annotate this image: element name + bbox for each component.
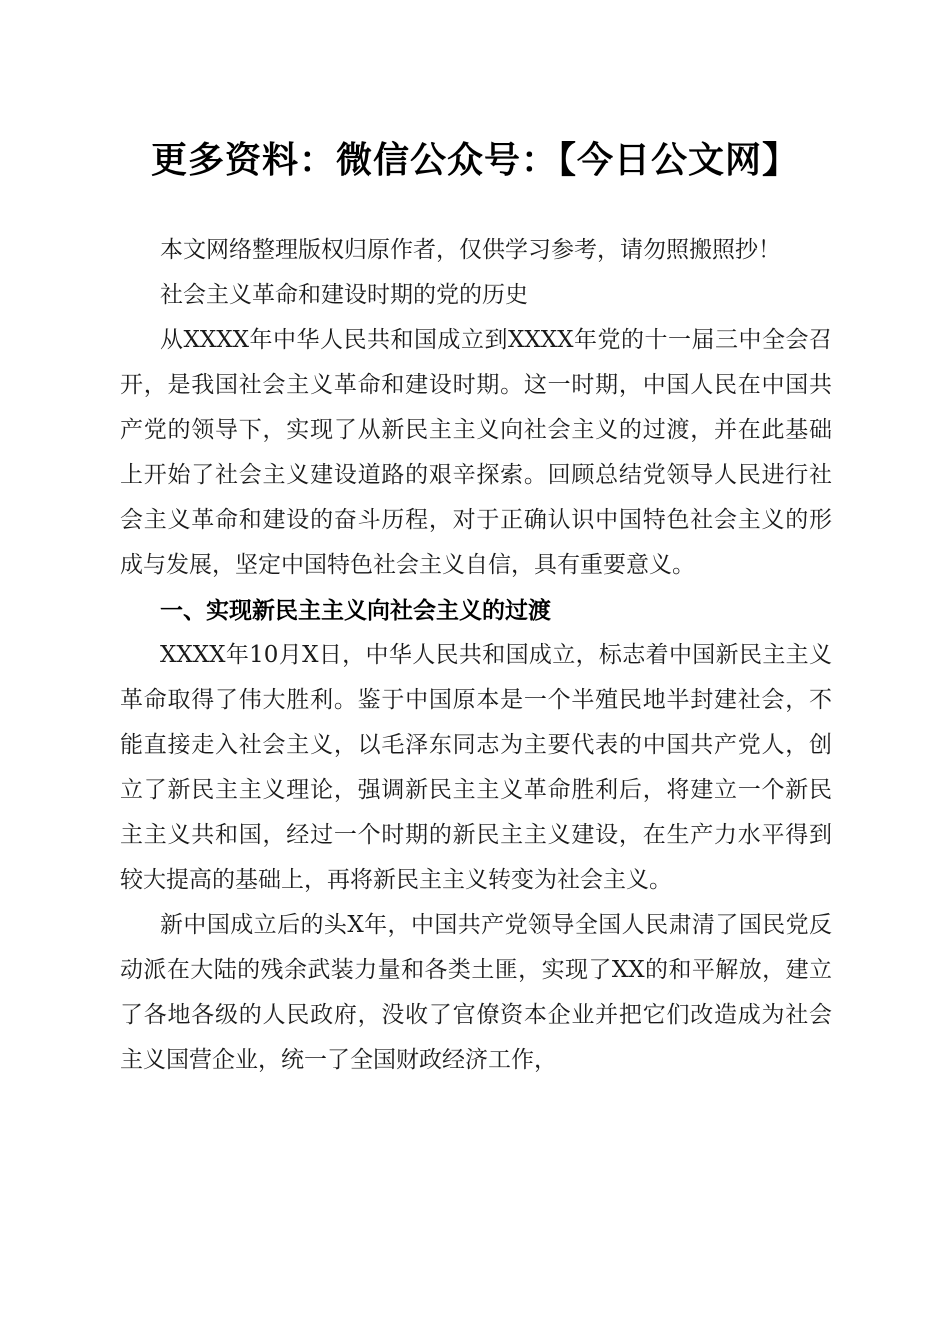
intro-paragraph: 从XXXX年中华人民共和国成立到XXXX年党的十一届三中全会召开，是我国社会主义革命和建设时期。这一时期，中国人民在中国共产党的领导下，实现了从新民主主义向社会主义的过渡，并在此基础上开始了社会主义建设道路的艰辛探索。回顾总结党领导人民进行社会主义革命和建设的奋斗历程，对于正确认识中国特色社会主义的形成与发展，坚定中国特色社会主义自信，具有重要意义。: [120, 327, 832, 578]
copyright-notice: 本文网络整理版权归原作者，仅供学习参考，请勿照搬照抄！: [160, 237, 781, 263]
body-paragraph: 新中国成立后的头X年，中国共产党领导全国人民肃清了国民党反动派在大陆的残余武装力量和各类土匪，实现了XX的和平解放，建立了各地各级的人民政府，没收了官僚资本企业并把它们改造成为社会主义国营企业，统一了全国财政经济工作，: [120, 912, 832, 1073]
document-title: 社会主义革命和建设时期的党的历史: [160, 282, 528, 308]
body-paragraph: XXXX年10月X日，中华人民共和国成立，标志着中国新民主主义革命取得了伟大胜利。鉴于中国原本是一个半殖民地半封建社会，不能直接走入社会主义，以毛泽东同志为主要代表的中国共产党人，创立了新民主主义理论，强调新民主主义革命胜利后，将建立一个新民主主义共和国，经过一个时期的新民主主义建设，在生产力水平得到较大提高的基础上，再将新民主主义转变为社会主义。: [120, 642, 832, 893]
document-body: [120, 228, 832, 1083]
section-heading: 一、实现新民主主义向社会主义的过渡: [160, 597, 551, 624]
header-title: 更多资料：微信公众号：【今日公文网】: [150, 139, 799, 181]
